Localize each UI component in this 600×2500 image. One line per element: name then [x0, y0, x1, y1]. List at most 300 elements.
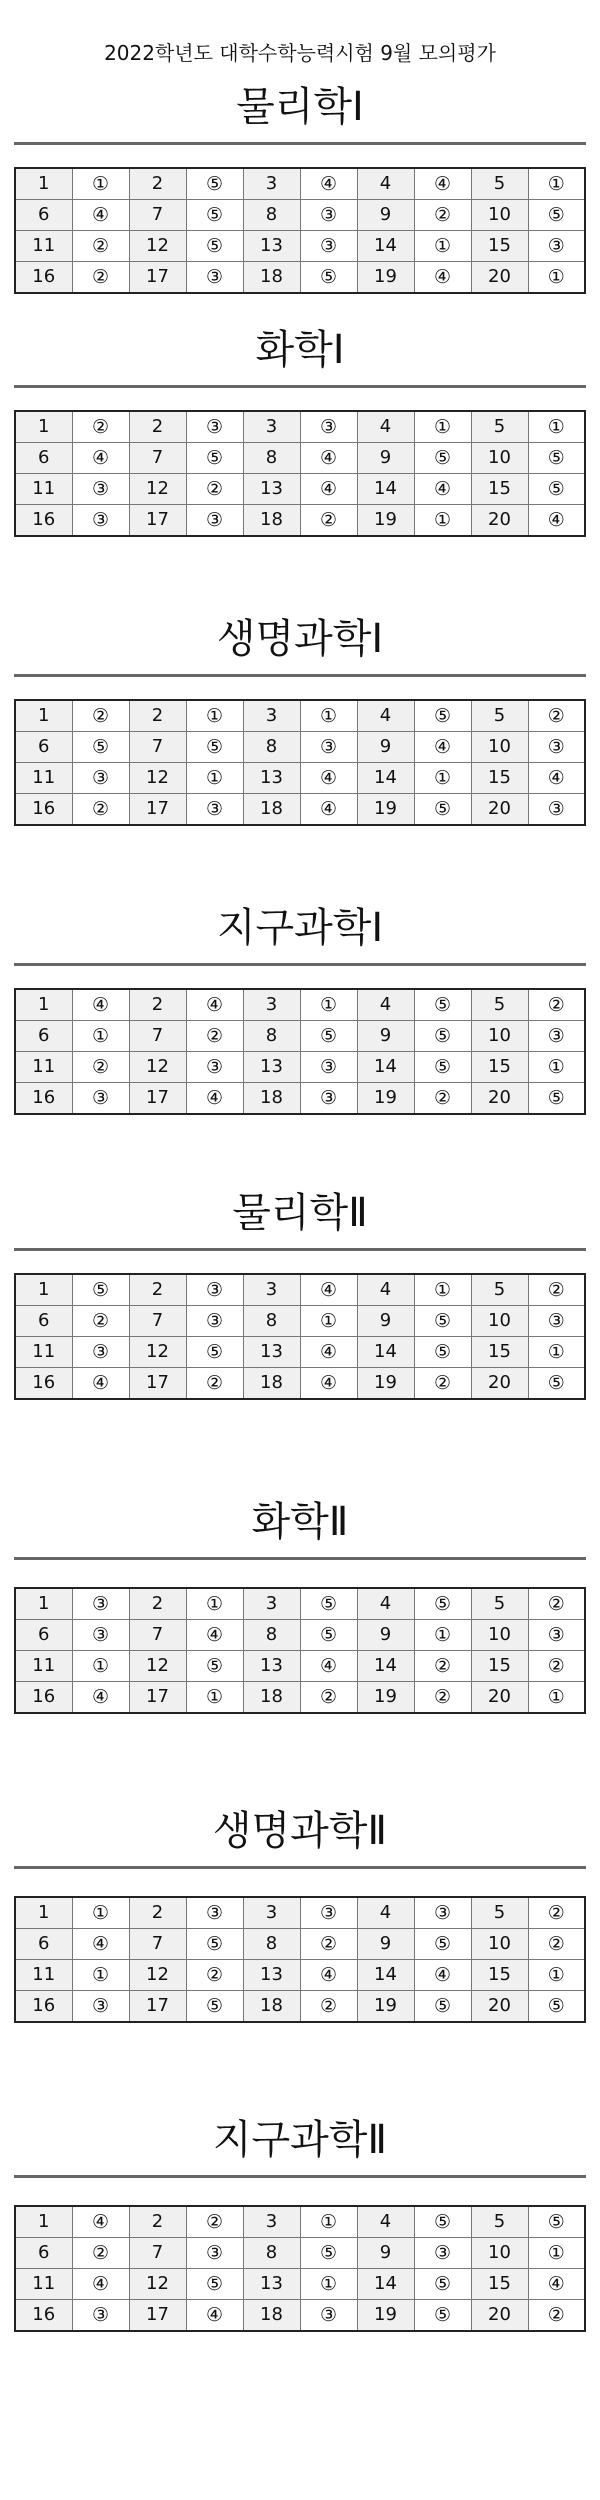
answer-row	[15, 200, 585, 231]
question-number: 7	[129, 732, 186, 763]
answer-cell: ②	[300, 505, 357, 537]
answer-row	[15, 1588, 585, 1620]
question-number: 17	[129, 1991, 186, 2023]
answer-cell: ③	[186, 505, 243, 537]
answer-cell: ④	[300, 1337, 357, 1368]
answer-cell: ②	[186, 1368, 243, 1400]
answer-row	[15, 2269, 585, 2300]
answer-cell: ④	[300, 794, 357, 826]
question-number: 2	[129, 168, 186, 200]
answer-cell: ①	[72, 1651, 129, 1682]
answer-cell: ③	[300, 1897, 357, 1929]
question-number: 3	[243, 700, 300, 732]
question-number: 14	[357, 231, 414, 262]
question-number: 12	[129, 1960, 186, 1991]
answer-table	[14, 410, 586, 537]
answer-cell: ⑤	[414, 794, 471, 826]
answer-cell: ④	[300, 763, 357, 794]
question-number: 11	[15, 1960, 72, 1991]
answer-cell: ③	[300, 411, 357, 443]
question-number: 17	[129, 2300, 186, 2332]
answer-cell: ⑤	[528, 1991, 585, 2023]
answer-cell: ③	[186, 2238, 243, 2269]
answer-cell: ④	[72, 1368, 129, 1400]
question-number: 15	[471, 1052, 528, 1083]
question-number: 8	[243, 1620, 300, 1651]
answer-cell: ③	[414, 1897, 471, 1929]
answer-cell: ③	[528, 794, 585, 826]
question-number: 1	[15, 1897, 72, 1929]
answer-cell: ⑤	[414, 700, 471, 732]
question-number: 8	[243, 200, 300, 231]
answer-cell: ③	[186, 1052, 243, 1083]
question-number: 16	[15, 505, 72, 537]
answer-cell: ④	[300, 1274, 357, 1306]
question-number: 14	[357, 474, 414, 505]
answer-cell: ④	[414, 474, 471, 505]
answer-cell: ④	[528, 2269, 585, 2300]
question-number: 8	[243, 1306, 300, 1337]
answer-cell: ⑤	[300, 1588, 357, 1620]
question-number: 3	[243, 1274, 300, 1306]
question-number: 5	[471, 1588, 528, 1620]
question-number: 20	[471, 262, 528, 294]
answer-cell: ④	[414, 168, 471, 200]
answer-cell: ⑤	[186, 2269, 243, 2300]
answer-cell: ③	[72, 2300, 129, 2332]
answer-cell: ③	[72, 1083, 129, 1115]
subject-title: 지구과학Ⅱ	[212, 2117, 388, 2163]
question-number: 10	[471, 1306, 528, 1337]
answer-cell: ④	[414, 732, 471, 763]
answer-cell: ②	[414, 200, 471, 231]
answer-row	[15, 1620, 585, 1651]
question-number: 19	[357, 1682, 414, 1714]
answer-cell: ②	[72, 1052, 129, 1083]
answer-cell: ①	[414, 1274, 471, 1306]
question-number: 4	[357, 1588, 414, 1620]
answer-cell: ②	[186, 1021, 243, 1052]
question-number: 15	[471, 763, 528, 794]
answer-row	[15, 443, 585, 474]
question-number: 13	[243, 1052, 300, 1083]
question-number: 10	[471, 1021, 528, 1052]
question-number: 14	[357, 1651, 414, 1682]
answer-row	[15, 2300, 585, 2332]
answer-cell: ③	[300, 2300, 357, 2332]
question-number: 5	[471, 168, 528, 200]
answer-row	[15, 505, 585, 537]
answer-cell: ②	[300, 1929, 357, 1960]
answer-cell: ①	[300, 2269, 357, 2300]
question-number: 17	[129, 1083, 186, 1115]
answer-row	[15, 1651, 585, 1682]
answer-row	[15, 989, 585, 1021]
answer-cell: ④	[72, 200, 129, 231]
question-number: 14	[357, 1960, 414, 1991]
answer-row	[15, 1682, 585, 1714]
answer-cell: ①	[414, 1620, 471, 1651]
question-number: 4	[357, 1897, 414, 1929]
answer-cell: ②	[72, 231, 129, 262]
subject-title: 생명과학Ⅰ	[216, 616, 384, 662]
answer-cell: ①	[186, 1682, 243, 1714]
question-number: 17	[129, 505, 186, 537]
subject-title: 물리학Ⅰ	[236, 84, 364, 130]
question-number: 19	[357, 1368, 414, 1400]
question-number: 9	[357, 1929, 414, 1960]
subject-title: 생명과학Ⅱ	[212, 1808, 388, 1854]
answer-cell: ①	[72, 168, 129, 200]
answer-cell: ⑤	[186, 231, 243, 262]
question-number: 11	[15, 2269, 72, 2300]
question-number: 9	[357, 200, 414, 231]
answer-cell: ⑤	[186, 1929, 243, 1960]
question-number: 13	[243, 1337, 300, 1368]
answer-cell: ⑤	[528, 474, 585, 505]
answer-cell: ①	[186, 700, 243, 732]
answer-cell: ①	[528, 1337, 585, 1368]
answer-cell: ②	[414, 1368, 471, 1400]
answer-row	[15, 2238, 585, 2269]
question-number: 12	[129, 1337, 186, 1368]
answer-cell: ⑤	[414, 1337, 471, 1368]
question-number: 7	[129, 1306, 186, 1337]
answer-cell: ⑤	[528, 1368, 585, 1400]
question-number: 18	[243, 2300, 300, 2332]
question-number: 9	[357, 1021, 414, 1052]
answer-cell: ②	[528, 1588, 585, 1620]
question-number: 9	[357, 443, 414, 474]
question-number: 2	[129, 411, 186, 443]
answer-table	[14, 1587, 586, 1714]
answer-cell: ⑤	[300, 1021, 357, 1052]
answer-cell: ④	[72, 1682, 129, 1714]
question-number: 11	[15, 1052, 72, 1083]
answer-cell: ①	[72, 1021, 129, 1052]
question-number: 11	[15, 474, 72, 505]
answer-cell: ①	[528, 262, 585, 294]
subject-title: 화학Ⅰ	[255, 327, 345, 373]
question-number: 11	[15, 1651, 72, 1682]
question-number: 2	[129, 1588, 186, 1620]
answer-cell: ③	[72, 763, 129, 794]
question-number: 20	[471, 505, 528, 537]
answer-cell: ⑤	[300, 262, 357, 294]
answer-row	[15, 1306, 585, 1337]
title-divider	[14, 142, 586, 145]
question-number: 4	[357, 989, 414, 1021]
question-number: 2	[129, 1897, 186, 1929]
answer-cell: ⑤	[186, 168, 243, 200]
question-number: 4	[357, 700, 414, 732]
answer-cell: ④	[528, 505, 585, 537]
subject-title: 화학Ⅱ	[251, 1499, 349, 1545]
answer-cell: ④	[186, 2300, 243, 2332]
answer-cell: ①	[414, 231, 471, 262]
subject-title: 지구과학Ⅰ	[216, 905, 384, 951]
answer-cell: ③	[72, 1588, 129, 1620]
question-number: 20	[471, 1368, 528, 1400]
question-number: 19	[357, 1991, 414, 2023]
question-number: 18	[243, 1682, 300, 1714]
question-number: 8	[243, 2238, 300, 2269]
question-number: 20	[471, 2300, 528, 2332]
answer-row	[15, 794, 585, 826]
question-number: 12	[129, 474, 186, 505]
question-number: 18	[243, 505, 300, 537]
question-number: 6	[15, 1021, 72, 1052]
answer-cell: ③	[186, 1274, 243, 1306]
answer-cell: ①	[528, 2238, 585, 2269]
question-number: 10	[471, 732, 528, 763]
answer-cell: ⑤	[414, 1052, 471, 1083]
question-number: 12	[129, 231, 186, 262]
question-number: 11	[15, 1337, 72, 1368]
question-number: 4	[357, 1274, 414, 1306]
answer-table	[14, 167, 586, 294]
answer-row	[15, 2206, 585, 2238]
question-number: 13	[243, 1651, 300, 1682]
question-number: 19	[357, 505, 414, 537]
answer-cell: ③	[72, 474, 129, 505]
answer-cell: ⑤	[528, 443, 585, 474]
answer-cell: ④	[528, 763, 585, 794]
title-divider	[14, 1866, 586, 1869]
answer-cell: ③	[186, 411, 243, 443]
answer-cell: ②	[186, 1960, 243, 1991]
question-number: 8	[243, 1021, 300, 1052]
question-number: 18	[243, 262, 300, 294]
answer-cell: ③	[528, 1306, 585, 1337]
question-number: 6	[15, 1306, 72, 1337]
question-number: 8	[243, 1929, 300, 1960]
question-number: 15	[471, 2269, 528, 2300]
answer-cell: ④	[72, 1929, 129, 1960]
answer-cell: ②	[186, 2206, 243, 2238]
answer-table	[14, 1896, 586, 2023]
answer-cell: ①	[72, 1897, 129, 1929]
answer-cell: ⑤	[414, 989, 471, 1021]
answer-table	[14, 988, 586, 1115]
answer-cell: ②	[528, 1651, 585, 1682]
answer-row	[15, 231, 585, 262]
question-number: 16	[15, 1991, 72, 2023]
answer-cell: ③	[72, 505, 129, 537]
answer-cell: ④	[186, 989, 243, 1021]
answer-cell: ④	[186, 1620, 243, 1651]
question-number: 3	[243, 1588, 300, 1620]
question-number: 2	[129, 2206, 186, 2238]
answer-row	[15, 1991, 585, 2023]
answer-cell: ⑤	[186, 443, 243, 474]
question-number: 1	[15, 700, 72, 732]
question-number: 18	[243, 1991, 300, 2023]
question-number: 14	[357, 763, 414, 794]
question-number: 7	[129, 443, 186, 474]
question-number: 3	[243, 168, 300, 200]
answer-row	[15, 1897, 585, 1929]
question-number: 13	[243, 474, 300, 505]
question-number: 15	[471, 1960, 528, 1991]
answer-cell: ①	[300, 989, 357, 1021]
question-number: 16	[15, 1368, 72, 1400]
question-number: 11	[15, 763, 72, 794]
answer-cell: ④	[72, 989, 129, 1021]
question-number: 7	[129, 1021, 186, 1052]
answer-cell: ②	[414, 1651, 471, 1682]
question-number: 12	[129, 2269, 186, 2300]
question-number: 10	[471, 1929, 528, 1960]
answer-cell: ⑤	[72, 1274, 129, 1306]
question-number: 14	[357, 1337, 414, 1368]
answer-row	[15, 1960, 585, 1991]
answer-row	[15, 1021, 585, 1052]
question-number: 20	[471, 1682, 528, 1714]
answer-cell: ②	[72, 794, 129, 826]
answer-cell: ①	[414, 763, 471, 794]
question-number: 1	[15, 989, 72, 1021]
answer-cell: ④	[72, 2206, 129, 2238]
question-number: 16	[15, 1083, 72, 1115]
answer-cell: ④	[72, 443, 129, 474]
answer-cell: ②	[528, 1274, 585, 1306]
question-number: 6	[15, 2238, 72, 2269]
question-number: 13	[243, 2269, 300, 2300]
question-number: 3	[243, 989, 300, 1021]
answer-cell: ②	[186, 474, 243, 505]
question-number: 1	[15, 2206, 72, 2238]
question-number: 11	[15, 231, 72, 262]
question-number: 18	[243, 1368, 300, 1400]
answer-cell: ④	[186, 1083, 243, 1115]
answer-cell: ②	[72, 2238, 129, 2269]
answer-cell: ③	[186, 1306, 243, 1337]
question-number: 19	[357, 262, 414, 294]
answer-table	[14, 2205, 586, 2332]
answer-cell: ⑤	[414, 2269, 471, 2300]
question-number: 14	[357, 1052, 414, 1083]
answer-cell: ①	[528, 1960, 585, 1991]
answer-cell: ⑤	[300, 2238, 357, 2269]
answer-row	[15, 700, 585, 732]
answer-cell: ①	[414, 411, 471, 443]
answer-cell: ⑤	[414, 1021, 471, 1052]
question-number: 5	[471, 989, 528, 1021]
question-number: 5	[471, 1274, 528, 1306]
title-divider	[14, 2175, 586, 2178]
question-number: 2	[129, 1274, 186, 1306]
question-number: 14	[357, 2269, 414, 2300]
question-number: 9	[357, 732, 414, 763]
question-number: 10	[471, 2238, 528, 2269]
question-number: 1	[15, 411, 72, 443]
answer-cell: ③	[300, 200, 357, 231]
question-number: 15	[471, 231, 528, 262]
question-number: 3	[243, 2206, 300, 2238]
answer-cell: ②	[72, 1306, 129, 1337]
question-number: 5	[471, 411, 528, 443]
answer-cell: ⑤	[414, 1588, 471, 1620]
question-number: 17	[129, 1682, 186, 1714]
answer-cell: ⑤	[300, 1620, 357, 1651]
answer-cell: ③	[186, 262, 243, 294]
question-number: 13	[243, 231, 300, 262]
answer-cell: ①	[528, 1052, 585, 1083]
title-divider	[14, 1557, 586, 1560]
answer-cell: ②	[414, 1083, 471, 1115]
question-number: 13	[243, 1960, 300, 1991]
question-number: 10	[471, 1620, 528, 1651]
question-number: 20	[471, 1991, 528, 2023]
answer-row	[15, 1929, 585, 1960]
question-number: 2	[129, 989, 186, 1021]
answer-row	[15, 1083, 585, 1115]
question-number: 6	[15, 1929, 72, 1960]
answer-cell: ⑤	[414, 1929, 471, 1960]
answer-cell: ③	[186, 794, 243, 826]
question-number: 17	[129, 794, 186, 826]
question-number: 16	[15, 794, 72, 826]
question-number: 12	[129, 763, 186, 794]
question-number: 17	[129, 262, 186, 294]
answer-cell: ②	[528, 989, 585, 1021]
title-divider	[14, 1248, 586, 1251]
question-number: 4	[357, 2206, 414, 2238]
question-number: 6	[15, 1620, 72, 1651]
answer-row	[15, 474, 585, 505]
answer-cell: ③	[528, 231, 585, 262]
answer-cell: ①	[300, 700, 357, 732]
answer-cell: ②	[72, 262, 129, 294]
question-number: 1	[15, 1274, 72, 1306]
answer-cell: ③	[300, 1083, 357, 1115]
answer-cell: ⑤	[414, 443, 471, 474]
question-number: 3	[243, 411, 300, 443]
question-number: 19	[357, 794, 414, 826]
question-number: 8	[243, 732, 300, 763]
question-number: 20	[471, 794, 528, 826]
answer-table	[14, 699, 586, 826]
question-number: 5	[471, 700, 528, 732]
answer-cell: ①	[186, 1588, 243, 1620]
question-number: 7	[129, 2238, 186, 2269]
question-number: 12	[129, 1651, 186, 1682]
answer-cell: ①	[186, 763, 243, 794]
question-number: 15	[471, 1651, 528, 1682]
answer-cell: ③	[300, 1052, 357, 1083]
question-number: 6	[15, 732, 72, 763]
question-number: 19	[357, 1083, 414, 1115]
answer-cell: ④	[414, 262, 471, 294]
answer-cell: ②	[528, 1897, 585, 1929]
answer-cell: ⑤	[528, 1083, 585, 1115]
answer-cell: ⑤	[72, 732, 129, 763]
question-number: 6	[15, 200, 72, 231]
question-number: 6	[15, 443, 72, 474]
answer-cell: ③	[528, 1021, 585, 1052]
question-number: 3	[243, 1897, 300, 1929]
answer-cell: ③	[300, 732, 357, 763]
answer-table	[14, 1273, 586, 1400]
question-number: 10	[471, 200, 528, 231]
answer-row	[15, 1368, 585, 1400]
answer-cell: ②	[300, 1991, 357, 2023]
answer-cell: ⑤	[186, 1991, 243, 2023]
question-number: 19	[357, 2300, 414, 2332]
answer-cell: ①	[414, 505, 471, 537]
answer-cell: ③	[414, 2238, 471, 2269]
